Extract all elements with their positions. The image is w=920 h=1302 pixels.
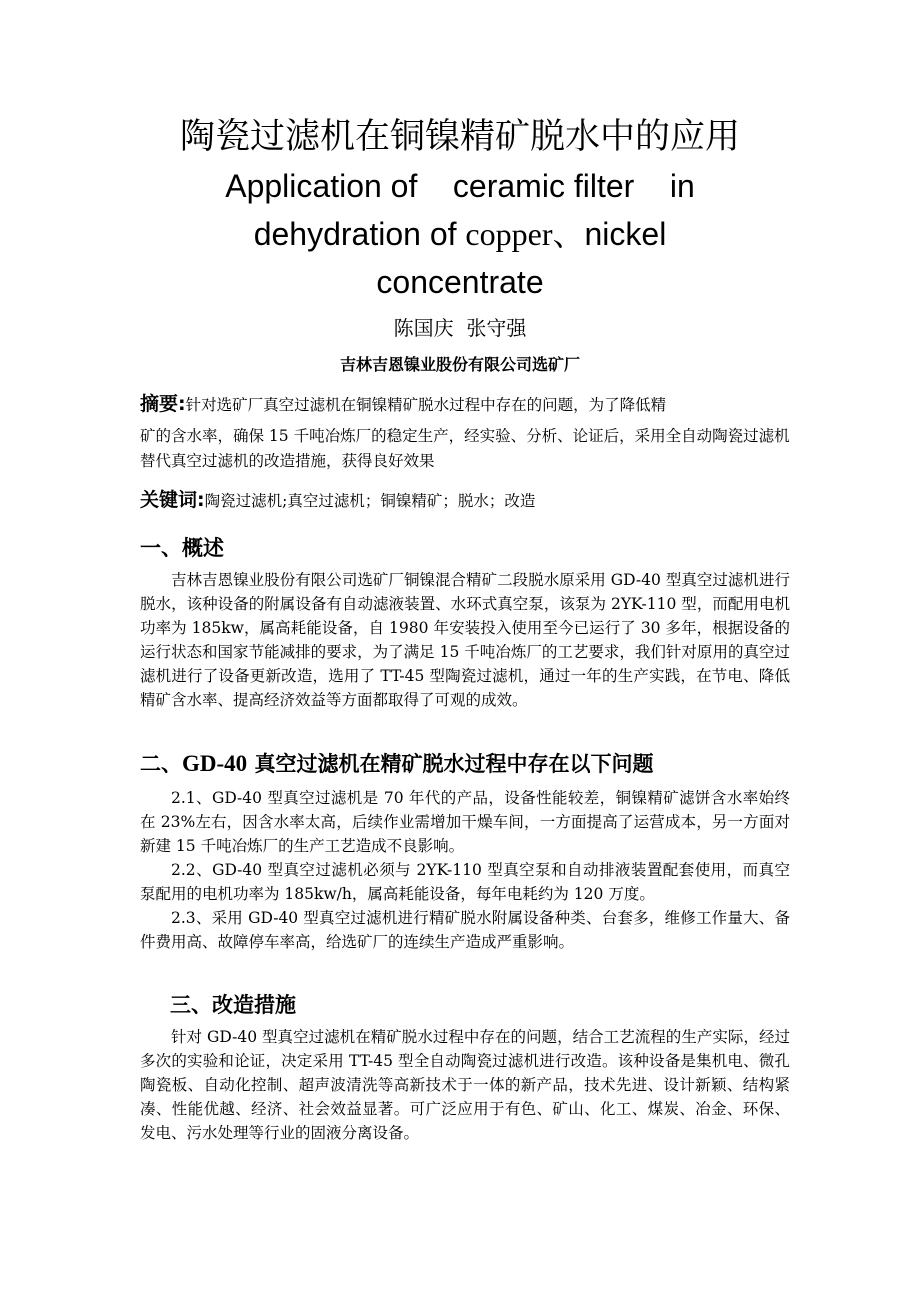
paragraph: 2.3、采用 GD-40 型真空过滤机进行精矿脱水附属设备种类、台套多，维修工作量大、备件费用高、故障停车率高，给选矿厂的连续生产造成严重影响。 [140, 909, 790, 951]
authors: 陈国庆 张守强 [393, 316, 527, 340]
affiliation: 吉林吉恩镍业股份有限公司选矿厂 [339, 355, 580, 374]
abstract-label: 摘要: [140, 393, 186, 415]
section-measures-body [140, 1025, 790, 1145]
section-heading-measures: 三、改造措施 [170, 993, 296, 1017]
heading-prefix: 二、 [140, 752, 182, 776]
keywords-label: 关键词: [140, 489, 205, 511]
section-overview-body [140, 568, 790, 712]
title-english-line-2-b: copper、 [465, 216, 585, 252]
heading-suffix: 真空过滤机在精矿脱水过程中存在以下问题 [247, 752, 654, 776]
title-english [0, 162, 920, 306]
keywords [140, 486, 790, 515]
paragraph: 吉林吉恩镍业股份有限公司选矿厂铜镍混合精矿二段脱水原采用 GD-40 型真空过滤机进行脱水，该种设备的附属设备有自动滤液装置、水环式真空泵，该泵为 2YK-110 型，而配用电机功率为 185kw，属高耗能设备，自 1980 年安装投入使用至今已运行了 30 多年，根据设备的运行状态和国家节能减排的要求，为了满足 15 千吨冶炼厂的工艺要求，我们针对原用的真空过滤机进行了设备更新改造，选用了 TT-45 型陶瓷过滤机，通过一年的生产实践，在节电、降低精矿含水率、提高经济效益等方面都取得了可观的成效。 [140, 571, 790, 709]
abstract-text-rest: 矿的含水率，确保 15 千吨冶炼厂的稳定生产，经实验、分析、论证后，采用全自动陶瓷过滤机替代真空过滤机的改造措施，获得良好效果 [140, 427, 790, 470]
section-heading-overview: 一、概述 [140, 536, 224, 560]
abstract [140, 389, 790, 474]
title-english-line-2-c: nickel [584, 216, 667, 252]
title-english-line-1: Application of ceramic filter in [225, 168, 695, 204]
title-english-line-2 [0, 210, 920, 258]
title-chinese: 陶瓷过滤机在铜镍精矿脱水中的应用 [179, 117, 740, 157]
section-heading-problems [140, 748, 653, 780]
title-english-line-3: concentrate [376, 264, 544, 300]
paragraph: 针对 GD-40 型真空过滤机在精矿脱水过程中存在的问题，结合工艺流程的生产实际，经过多次的实验和论证，决定采用 TT-45 型全自动陶瓷过滤机进行改造。该种设备是集机电、微孔陶瓷板、自动化控制、超声波清洗等高新技术于一体的新产品，技术先进、设计新颖、结构紧凑、性能优越、经济、社会效益显著。可广泛应用于有色、矿山、化工、煤炭、冶金、环保、发电、污水处理等行业的固液分离设备。 [140, 1028, 790, 1142]
keywords-text: 陶瓷过滤机;真空过滤机；铜镍精矿；脱水；改造 [204, 492, 536, 510]
section-problems-body [140, 786, 790, 954]
title-english-line-2-a: dehydration of [253, 216, 466, 252]
heading-latin: GD-40 [182, 751, 248, 776]
abstract-text-start: 针对选矿厂真空过滤机在铜镍精矿脱水过程中存在的问题，为了降低精 [185, 396, 667, 414]
paragraph: 2.1、GD-40 型真空过滤机是 70 年代的产品，设备性能较差，铜镍精矿滤饼含水率始终在 23%左右，因含水率太高，后续作业需增加干燥车间，一方面提高了运营成本，另一方面对新建 15 千吨冶炼厂的生产工艺造成不良影响。 [140, 789, 790, 855]
abstract-first-line [140, 389, 790, 420]
paragraph: 2.2、GD-40 型真空过滤机必须与 2YK-110 型真空泵和自动排液装置配套使用，而真空泵配用的电机功率为 185kw/h，属高耗能设备，每年电耗约为 120 万度。 [140, 861, 790, 903]
